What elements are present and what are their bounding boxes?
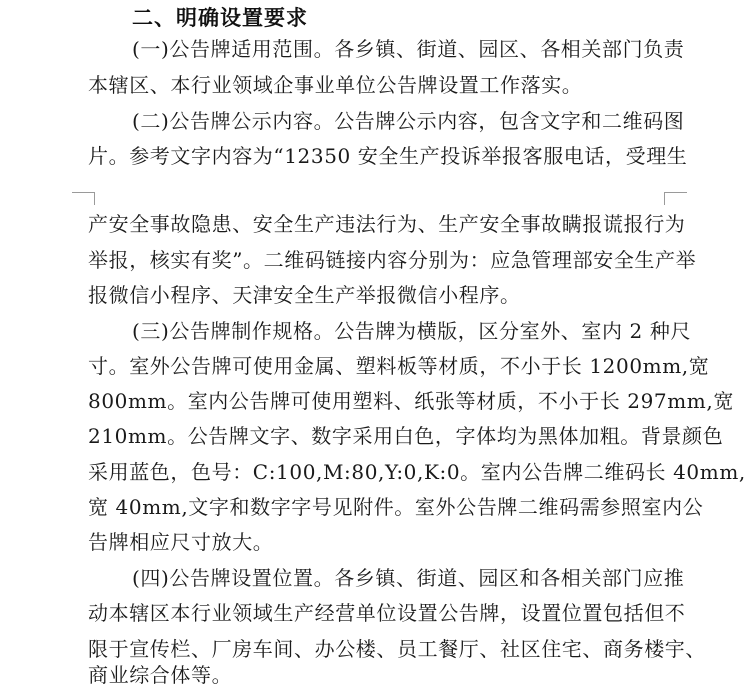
paragraph-line: (二)公告牌公示内容。公告牌公示内容，包含文字和二维码图 <box>132 109 685 133</box>
paragraph-line: 210mm。公告牌文字、数字采用白色，字体均为黑体加粗。背景颜色 <box>88 424 724 448</box>
paragraph-line: 告牌相应尺寸放大。 <box>88 530 274 554</box>
paragraph-line: (四)公告牌设置位置。各乡镇、街道、园区和各相关部门应推 <box>132 566 685 590</box>
paragraph-line: 限于宣传栏、厂房车间、办公楼、员工餐厅、社区住宅、商务楼宇、 <box>88 637 706 661</box>
paragraph-line: 寸。室外公告牌可使用金属、塑料板等材质，不小于长 1200mm,宽 <box>88 354 710 378</box>
paragraph-line: 动本辖区本行业领域生产经营单位设置公告牌，设置位置包括但不 <box>88 601 686 625</box>
paragraph-line: 片。参考文字内容为“12350 安全生产投诉举报客服电话，受理生 <box>88 144 688 168</box>
paragraph-line: (三)公告牌制作规格。公告牌为横版，区分室外、室内 2 种尺 <box>132 319 692 343</box>
paragraph-line: 800mm。室内公告牌可使用塑料、纸张等材质，不小于长 297mm,宽 <box>88 389 734 413</box>
paragraph-line: 本辖区、本行业领域企事业单位公告牌设置工作落实。 <box>88 73 583 97</box>
paragraph-line: 采用蓝色，色号：C:100,M:80,Y:0,K:0。室内公告牌二维码长 40mm, <box>88 460 746 484</box>
paragraph-line: 报微信小程序、天津安全生产举报微信小程序。 <box>88 283 521 307</box>
paragraph-line: 商业综合体等。 <box>88 663 233 687</box>
paragraph-line: (一)公告牌适用范围。各乡镇、街道、园区、各相关部门负责 <box>132 37 685 61</box>
page-break-marker <box>72 192 95 205</box>
section-heading: 二、明确设置要求 <box>132 6 308 30</box>
paragraph-line: 产安全事故隐患、安全生产违法行为、生产安全事故瞒报谎报行为 <box>88 212 686 236</box>
paragraph-line: 举报，核实有奖”。二维码链接内容分别为：应急管理部安全生产举 <box>88 248 697 272</box>
paragraph-line: 宽 40mm,文字和数字字号见附件。室外公告牌二维码需参照室内公 <box>88 495 704 519</box>
page-break-marker <box>664 192 687 205</box>
